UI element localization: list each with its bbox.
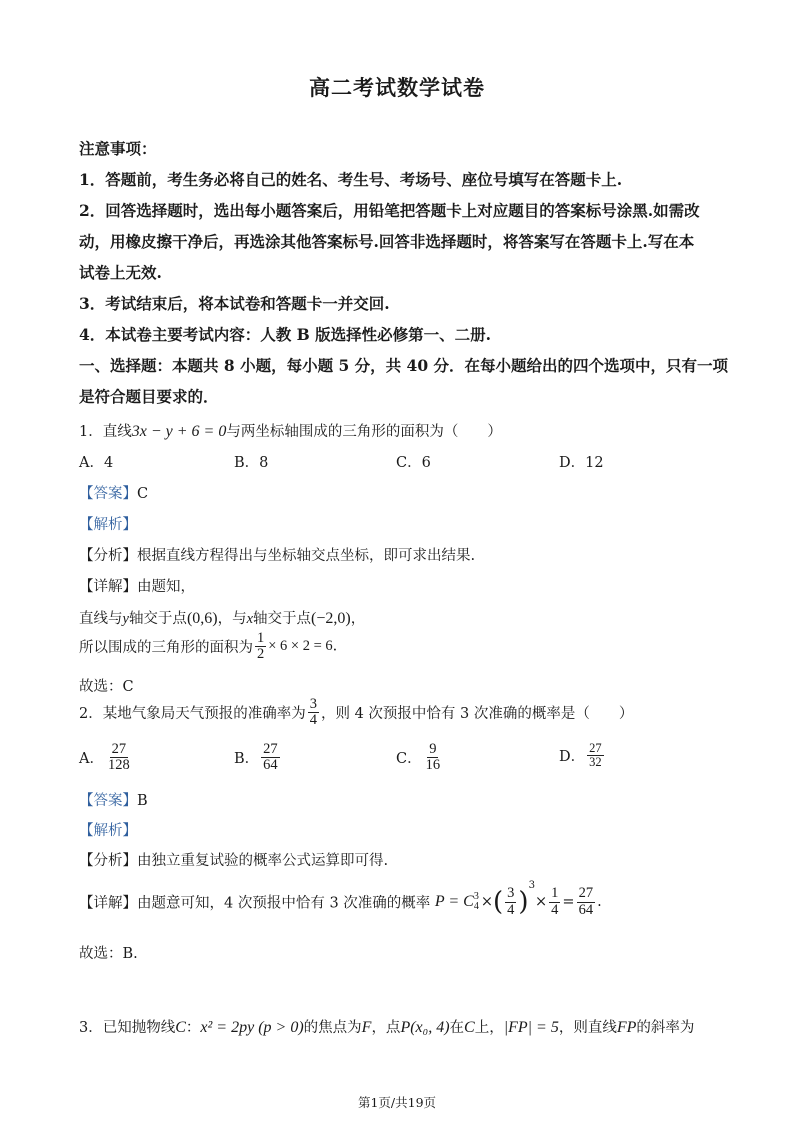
denominator: 64 — [263, 757, 278, 774]
numerator: 27 — [263, 741, 278, 757]
q1-option-d: D．12 — [559, 455, 604, 471]
fraction-one-quarter — [549, 886, 560, 917]
times-sign: × — [535, 894, 548, 910]
text: ，则直线 — [558, 1020, 617, 1036]
numerator: 9 — [429, 741, 437, 757]
denominator: 16 — [425, 757, 441, 774]
answer-tag: 【答案】 — [79, 793, 137, 809]
text: ，与 — [217, 611, 247, 627]
q1-solution-line-a — [79, 607, 365, 628]
denominator: 4 — [551, 901, 559, 918]
denominator: 128 — [107, 757, 130, 774]
exponent: 3 — [528, 880, 536, 891]
numerator: 1 — [257, 630, 265, 646]
combination-indices — [474, 892, 479, 912]
var-x: x — [246, 611, 254, 627]
option-fraction — [106, 742, 132, 773]
notice-item-1: 1．答题前，考生务必将自己的姓名、考生号、考场号、座位号填写在答题卡上. — [79, 170, 623, 189]
distance-FP: |FP| = 5 — [503, 1019, 559, 1036]
text: 轴交于点 — [128, 611, 187, 627]
notice-item-2b: 动，用橡皮擦干净后，再选涂其他答案标号.回答非选择题时，将答案写在答题卡上.写在本 — [79, 232, 695, 251]
q2-option-b — [234, 742, 282, 773]
text: 的斜率为 — [636, 1020, 695, 1036]
q2-stem — [79, 697, 633, 728]
q1-prefix: 1．直线 — [79, 424, 132, 440]
period: . — [597, 894, 602, 910]
var-y: y — [122, 611, 129, 627]
page-title: 高二考试数学试卷 — [309, 75, 485, 100]
q1-analysis-tag: 【解析】 — [79, 517, 137, 533]
numerator: 3 — [507, 885, 515, 902]
point-P: P(x₀, 4) — [400, 1019, 450, 1036]
notice-item-3: 3．考试结束后，将本试卷和答题卡一并交回. — [79, 294, 390, 313]
notice-item-2c: 试卷上无效. — [79, 263, 162, 282]
fenxi-tag: 【分析】 — [79, 548, 137, 564]
q2-xiangjie: 【详解】由题意可知，4 次预报中恰有 3 次准确的概率 P = C 3 4 ×( $\frac{3}{4}$ )$^3$× $\frac{1}{4}$ = $\frac{27}{64}$ . — [79, 880, 602, 918]
option-fraction — [587, 742, 604, 769]
line-FP: FP — [616, 1019, 637, 1036]
fraction-three-quarters — [505, 886, 516, 917]
page-footer: 第1页/共19页 — [357, 1095, 437, 1110]
denominator: 4 — [309, 712, 317, 729]
option-label: B． — [234, 751, 260, 768]
numerator: 27 — [589, 741, 602, 755]
q2-fenxi — [79, 849, 388, 870]
fraction-three-quarters — [308, 697, 319, 728]
text: 在 — [449, 1020, 465, 1036]
xiangjie-tag: 【详解】 — [79, 895, 137, 912]
option-label: A． — [79, 751, 104, 768]
option-label: C． — [396, 751, 422, 768]
q3-stem — [79, 1016, 694, 1037]
q1-fenxi-text: 根据直线方程得出与坐标轴交点坐标，即可求出结果. — [137, 548, 476, 564]
option-fraction — [261, 742, 280, 773]
q1-answer-value: C — [137, 486, 149, 502]
q2-answer-value: B — [137, 793, 148, 809]
parabola-equation: x² = 2py (p > 0) — [200, 1019, 304, 1036]
times-sign: × — [480, 894, 493, 910]
numerator: 3 — [309, 696, 317, 712]
text: 轴交于点 — [253, 611, 312, 627]
p-eq: P = C — [434, 892, 474, 910]
q3-prefix: 3．已知抛物线 — [79, 1020, 176, 1036]
var-C: C — [464, 1019, 475, 1036]
q1-answer — [79, 482, 148, 503]
denominator: 32 — [589, 755, 602, 770]
q2-xiangjie-text: 由题意可知，4 次预报中恰有 3 次准确的概率 — [137, 895, 431, 912]
q2-option-c — [396, 742, 444, 773]
xiangjie-tag: 【详解】 — [79, 579, 137, 595]
point-2: (−2,0) — [311, 610, 351, 627]
answer-tag: 【答案】 — [79, 486, 137, 502]
q1-suffix: 与两坐标轴围成的三角形的面积为（ ） — [226, 424, 502, 440]
section-heading-line1: 一、选择题：本题共 8 小题，每小题 5 分，共 40 分．在每小题给出的四个选项中，只有一项 — [79, 356, 729, 375]
q1-option-b: B．8 — [234, 455, 269, 471]
c-sub: 4 — [473, 901, 479, 912]
c-sup: 3 — [473, 891, 479, 902]
text: 上， — [474, 1020, 504, 1036]
q1-xiangjie-text: 由题知， — [137, 579, 195, 595]
numerator: 27 — [578, 885, 594, 902]
text: ： — [185, 1020, 201, 1036]
q2-prefix: 2．某地气象局天气预报的准确率为 — [79, 706, 306, 723]
q1-solution-line-b — [79, 631, 337, 662]
q2-suffix: ，则 4 次预报中恰有 3 次准确的概率是（ ） — [320, 706, 634, 723]
probability-formula — [435, 893, 481, 910]
q1-xiangjie — [79, 575, 195, 596]
var-C: C — [175, 1019, 186, 1036]
option-fraction — [424, 742, 443, 773]
fraction-half — [255, 631, 266, 662]
option-label: D． — [559, 749, 586, 766]
equals-sign: = — [562, 894, 575, 910]
q1-stem — [79, 420, 502, 441]
var-F: F — [361, 1019, 372, 1036]
notice-heading: 注意事项： — [79, 139, 157, 158]
denominator: 64 — [578, 901, 594, 918]
q1-equation: 3x − y + 6 = 0 — [131, 423, 227, 440]
text: . — [332, 638, 338, 655]
notice-item-4: 4．本试卷主要考试内容：人教 B 版选择性必修第一、二册. — [79, 325, 492, 344]
text: ，点 — [371, 1020, 401, 1036]
numerator: 1 — [551, 885, 559, 902]
q2-option-a — [79, 742, 134, 773]
point-1: (0,6) — [186, 610, 218, 627]
q2-fenxi-text: 由独立重复试验的概率公式运算即可得. — [137, 853, 389, 869]
product: × 6 × 2 = 6 — [268, 638, 333, 655]
q2-analysis-tag: 【解析】 — [79, 823, 137, 839]
fenxi-tag: 【分析】 — [79, 853, 137, 869]
text: ， — [350, 611, 366, 627]
q1-fenxi — [79, 544, 475, 565]
denominator: 4 — [507, 901, 515, 918]
q2-option-d — [559, 742, 606, 769]
q2-answer — [79, 789, 148, 810]
fraction-result — [577, 886, 596, 917]
text: 直线与 — [79, 611, 123, 627]
text: 的焦点为 — [303, 1020, 362, 1036]
q1-option-a: A．4 — [79, 455, 114, 471]
notice-item-2a: 2．回答选择题时，选出每小题答案后，用铅笔把答题卡上对应题目的答案标号涂黑.如需改 — [79, 201, 700, 220]
text: 所以围成的三角形的面积为 — [79, 640, 253, 657]
denominator: 2 — [257, 646, 265, 663]
section-heading-line2: 是符合题目要求的． — [79, 387, 219, 406]
q1-choice: 故选：C — [79, 679, 134, 695]
q1-option-c: C．6 — [396, 455, 431, 471]
q2-choice: 故选：B. — [79, 946, 138, 962]
numerator: 27 — [111, 741, 127, 757]
